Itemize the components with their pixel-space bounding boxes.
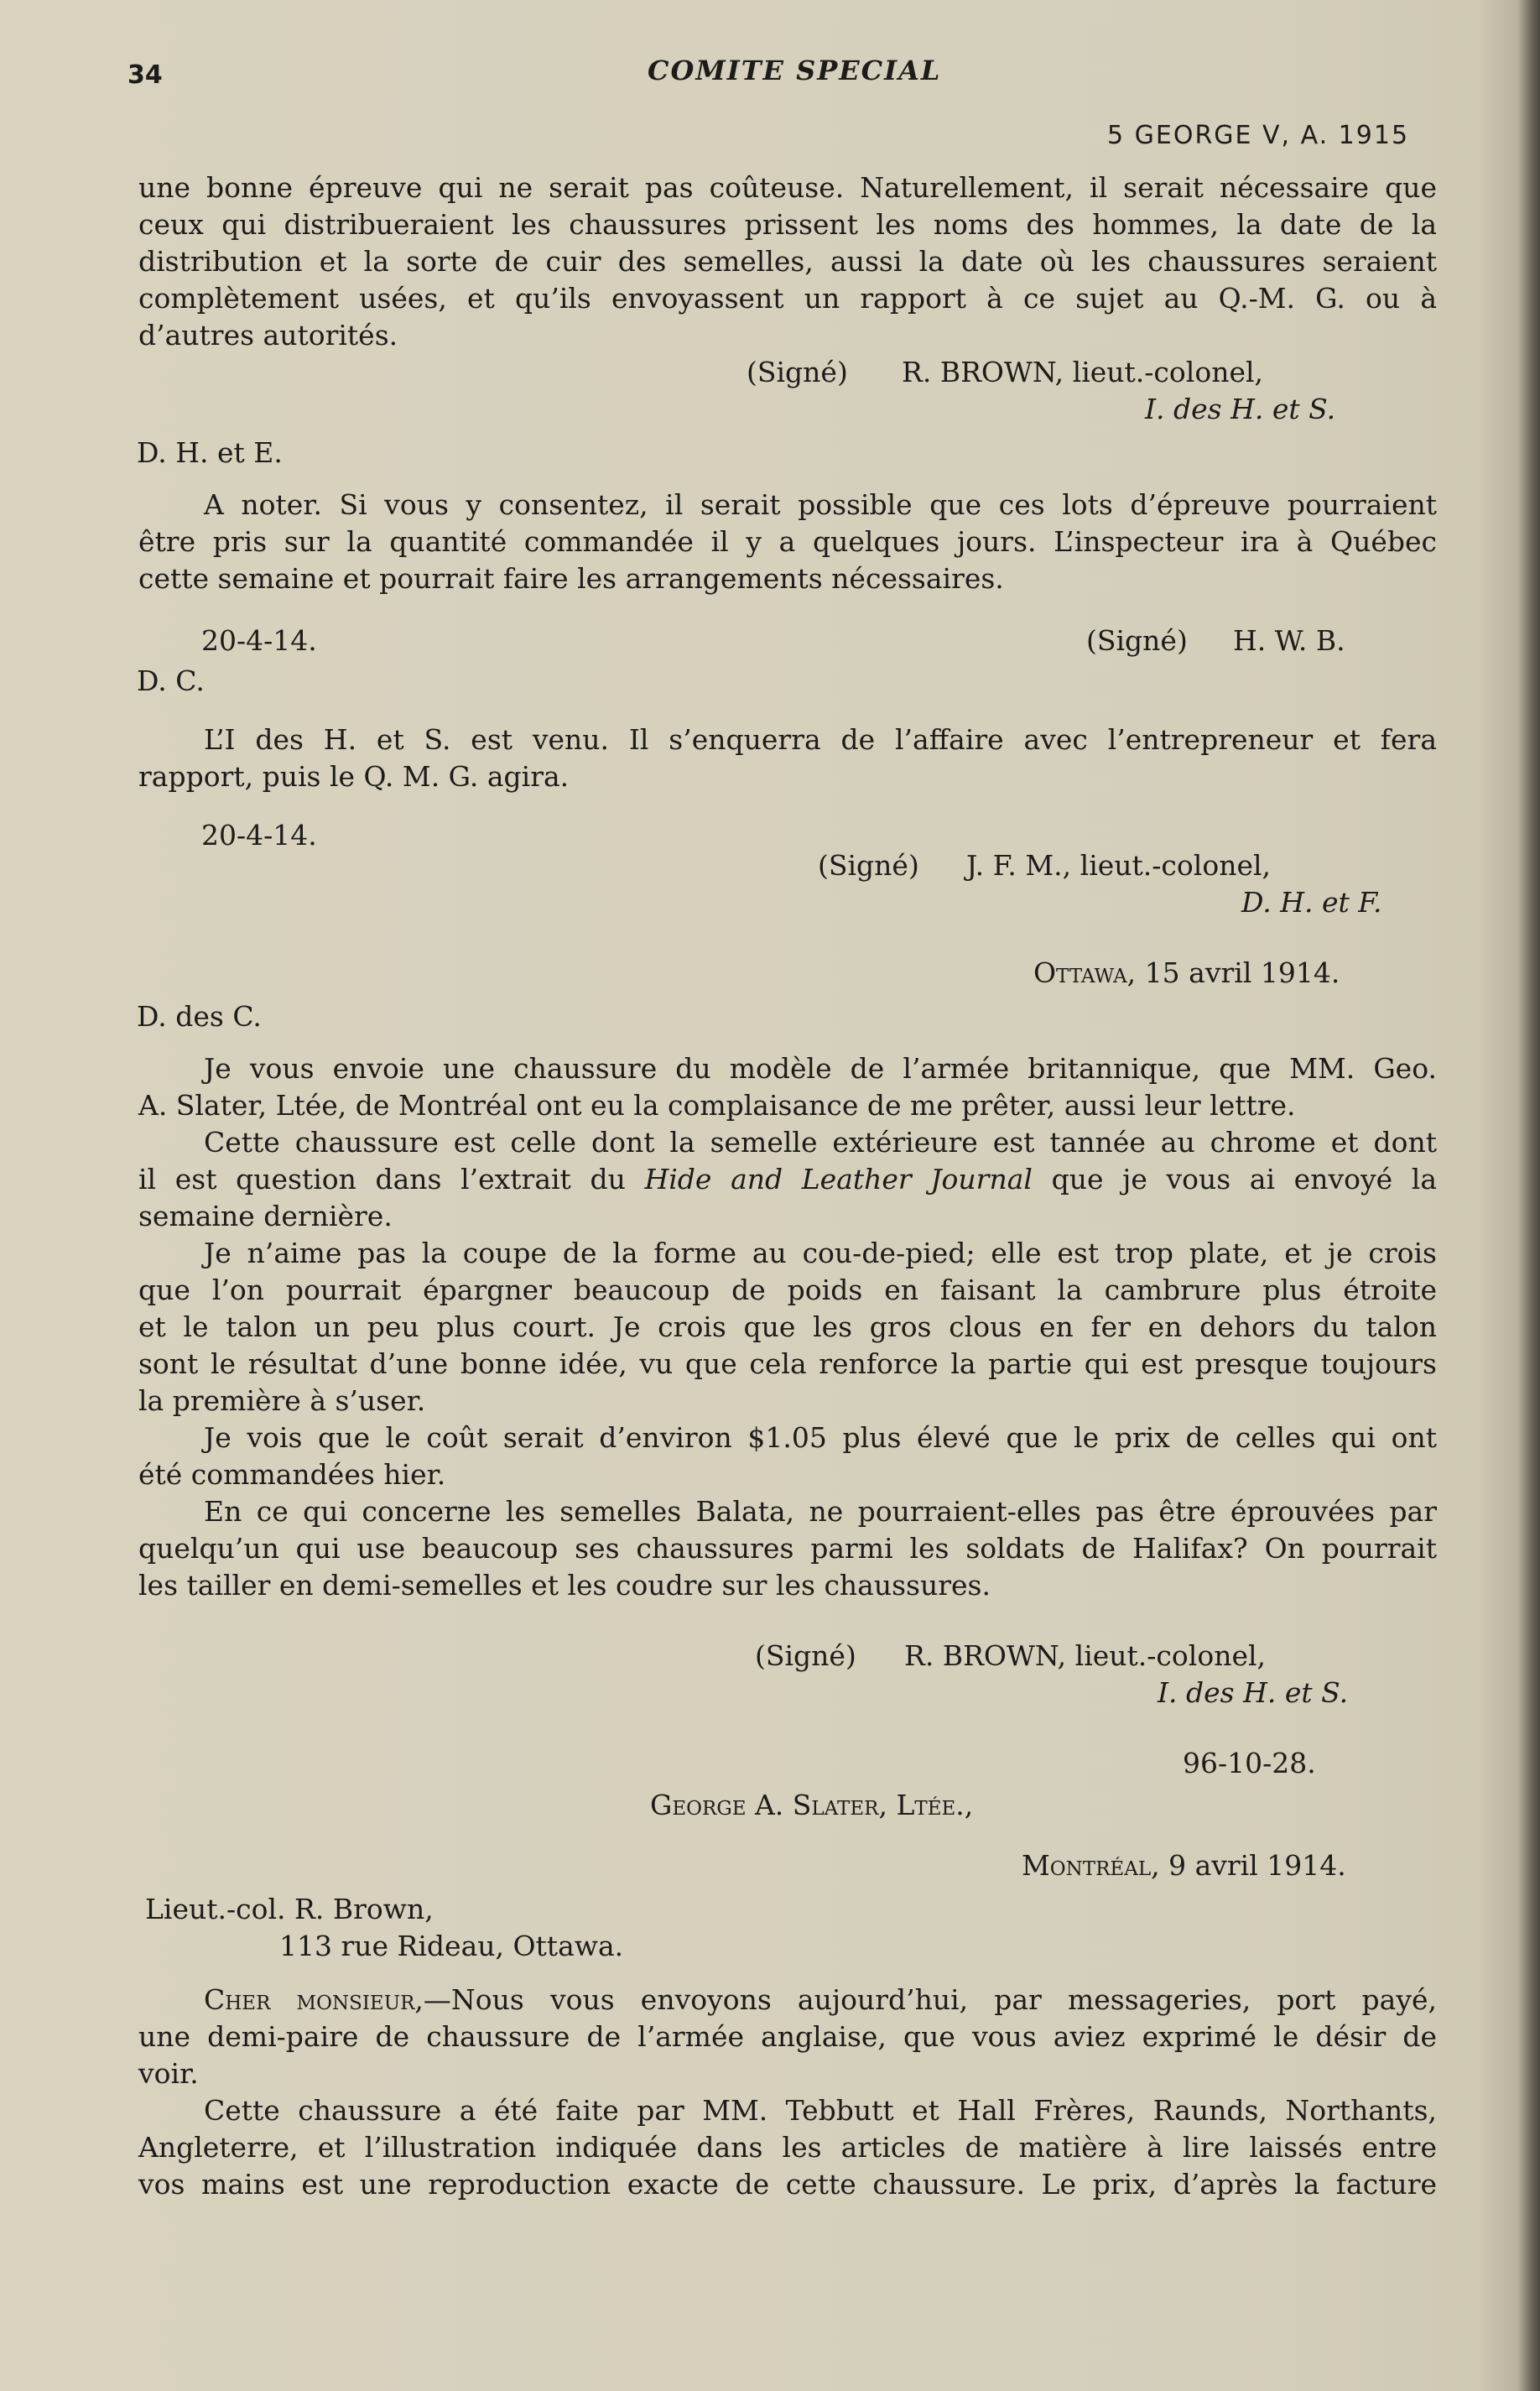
signer-name: J. F. M., lieut.-colonel, <box>966 849 1272 882</box>
signer-name: H. W. B. <box>1233 624 1345 657</box>
letter-dateline <box>1022 1847 1346 1884</box>
text-line: les tailler en demi-semelles et les coudre sur les chaussures. <box>138 1569 991 1602</box>
text-line: Cette chaussure a été faite par MM. Tebbutt et Hall Frères, Raunds, Northants, <box>204 2094 1437 2127</box>
text-segment: que je vous ai envoyé la <box>1051 1163 1437 1196</box>
signer-name: R. BROWN, lieut.-colonel, <box>904 1639 1267 1672</box>
letter-date: 15 avril 1914. <box>1144 956 1340 989</box>
page-number: 34 <box>127 60 163 90</box>
page-binding-edge <box>1518 0 1540 2391</box>
text-line: voir. <box>138 2057 199 2090</box>
signer-title: D. H. et F. <box>1241 886 1382 919</box>
text-line: Je vois que le coût serait d’environ $1.05 plus élevé que le prix de celles qui ont <box>204 1421 1437 1454</box>
text-line <box>138 1982 1437 2019</box>
journal-title: Hide and Leather Journal <box>644 1163 1033 1196</box>
addressee: D. C. <box>137 664 205 697</box>
text-line: A noter. Si vous y consentez, il serait possible que ces lots d’épreuve pourraient <box>204 488 1437 521</box>
file-number: 96-10-28. <box>1183 1747 1316 1779</box>
signed-label: (Signé) <box>755 1639 856 1672</box>
text-line: cette semaine et pourrait faire les arrangements nécessaires. <box>138 562 1004 595</box>
signer-name: R. BROWN, lieut.-colonel, <box>902 356 1264 388</box>
signer-title: I. des H. et S. <box>1158 1676 1349 1709</box>
text-line: d’autres autorités. <box>138 319 398 352</box>
letter-date: 9 avril 1914. <box>1168 1849 1346 1882</box>
session-label: 5 GEORGE V, A. 1915 <box>1107 121 1410 150</box>
addressee: D. des C. <box>137 1000 262 1033</box>
recipient-name <box>145 1891 434 1928</box>
text-line: A. Slater, Ltée, de Montréal ont eu la complaisance de me prêter, aussi leur lettre. <box>138 1089 1296 1122</box>
recipient-name-text: Lieut.-col. R. Brown, <box>145 1893 434 1925</box>
company-name: George A. Slater, Ltée., <box>650 1789 974 1821</box>
text-line: la première à s’user. <box>138 1384 426 1417</box>
memo-date: 20-4-14. <box>201 819 317 852</box>
text-line: distribution et la sorte de cuir des semelles, aussi la date où les chaussures seraient <box>138 245 1437 278</box>
text-line: vos mains est une reproduction exacte de cette chaussure. Le prix, d’après la facture <box>138 2168 1437 2201</box>
running-title: COMITE SPECIAL <box>648 55 942 86</box>
letter-dateline <box>1033 955 1340 992</box>
text-segment: —Nous vous envoyons aujourd’hui, par messageries, port payé, <box>423 1983 1438 2016</box>
text-line: Cette chaussure est celle dont la semelle extérieure est tannée au chrome et dont <box>204 1126 1437 1159</box>
text-line: L’I des H. et S. est venu. Il s’enquerra de l’affaire avec l’entrepreneur et fera <box>204 723 1437 756</box>
text-segment: il est question dans l’extrait du <box>138 1163 626 1196</box>
letter-place: Montréal, <box>1022 1849 1160 1882</box>
letter-place: Ottawa, <box>1033 956 1137 989</box>
text-line <box>138 1161 1437 1198</box>
text-line: semaine dernière. <box>138 1200 393 1232</box>
text-line: être pris sur la quantité commandée il y a quelques jours. L’inspecteur ira à Québec <box>138 525 1437 558</box>
memo-date: 20-4-14. <box>201 624 317 657</box>
text-line: ceux qui distribueraient les chaussures prissent les noms des hommes, la date de la <box>138 208 1437 241</box>
text-line: une demi-paire de chaussure de l’armée anglaise, que vous aviez exprimé le désir de <box>138 2020 1437 2053</box>
salutation: Cher monsieur, <box>204 1983 424 2016</box>
text-line: été commandées hier. <box>138 1458 446 1491</box>
text-line: rapport, puis le Q. M. G. agira. <box>138 760 570 793</box>
recipient-address: 113 rue Rideau, Ottawa. <box>279 1930 624 1962</box>
signer-title: I. des H. et S. <box>1145 393 1336 425</box>
text-line: et le talon un peu plus court. Je crois que les gros clous en fer en dehors du talon <box>138 1310 1437 1343</box>
text-line: Je vous envoie une chaussure du modèle de l’armée britannique, que MM. Geo. <box>204 1052 1437 1085</box>
text-line: sont le résultat d’une bonne idée, vu que cela renforce la partie qui est presque toujours <box>138 1347 1437 1380</box>
text-line: une bonne épreuve qui ne serait pas coûteuse. Naturellement, il serait nécessaire que <box>138 171 1437 204</box>
text-line: Je n’aime pas la coupe de la forme au cou-de-pied; elle est trop plate, et je crois <box>204 1237 1437 1269</box>
signed-label: (Signé) <box>818 849 919 882</box>
text-line: En ce qui concerne les semelles Balata, ne pourraient-elles pas être éprouvées par <box>204 1495 1437 1528</box>
signed-label: (Signé) <box>1086 624 1188 657</box>
signed-label: (Signé) <box>747 356 848 388</box>
text-line: complètement usées, et qu’ils envoyassent un rapport à ce sujet au Q.-M. G. ou à <box>138 282 1437 315</box>
text-line: Angleterre, et l’illustration indiquée dans les articles de matière à lire laissés entre <box>138 2131 1437 2164</box>
text-line: quelqu’un qui use beaucoup ses chaussures parmi les soldats de Halifax? On pourrait <box>138 1532 1437 1565</box>
text-line: que l’on pourrait épargner beaucoup de poids en faisant la cambrure plus étroite <box>138 1274 1437 1306</box>
addressee: D. H. et E. <box>137 436 283 469</box>
